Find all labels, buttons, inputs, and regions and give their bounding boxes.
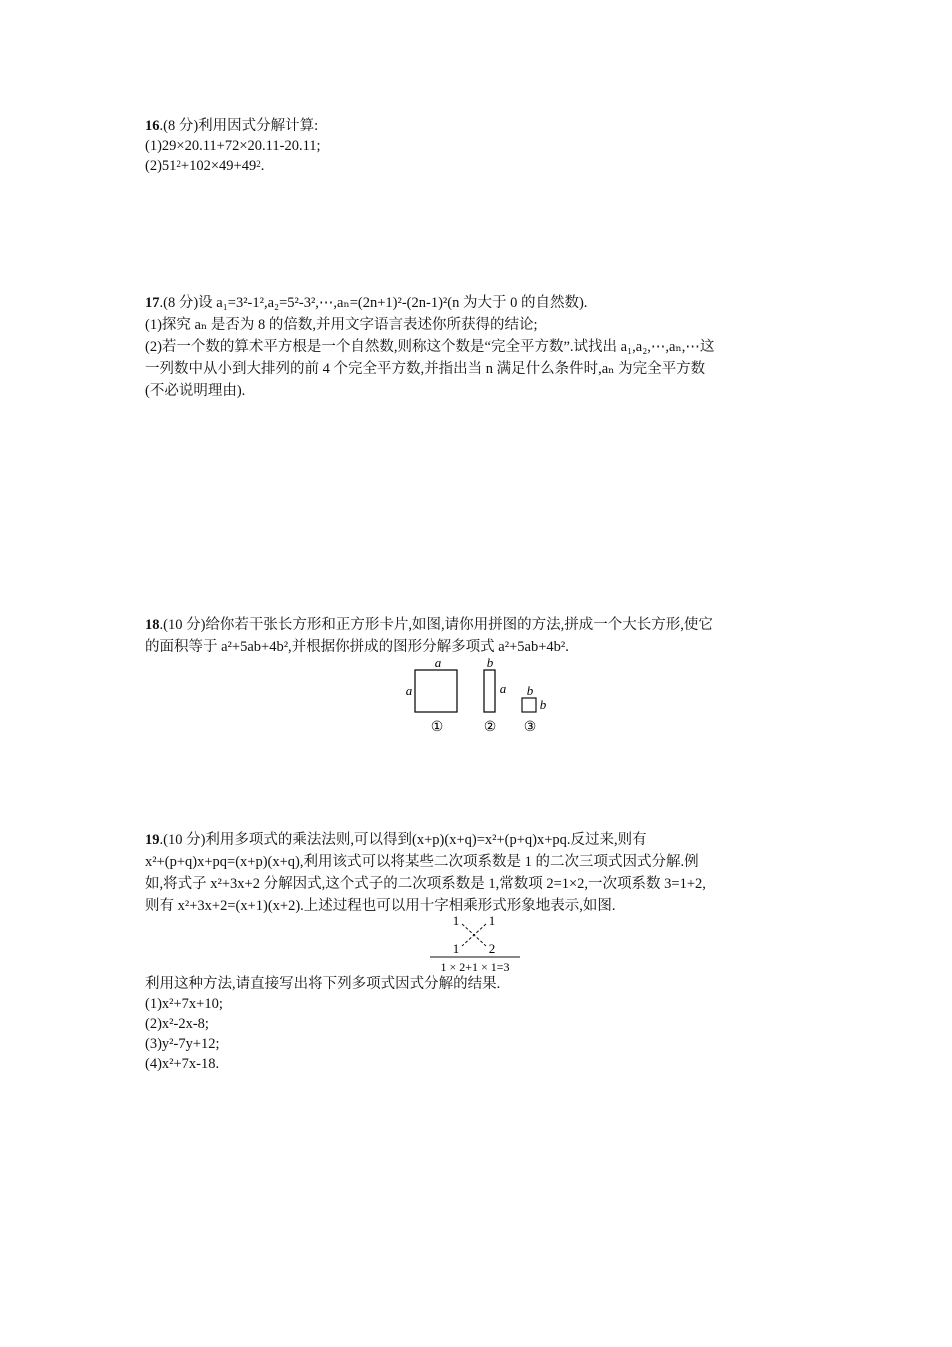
q19-item-2: (2)x²-2x-8; xyxy=(145,1016,209,1032)
q17-number: 17 xyxy=(145,295,160,311)
card-rectangle-ab xyxy=(484,670,495,712)
q16-header: .(8 分)利用因式分解计算: xyxy=(159,118,319,134)
q16-part1: (1)29×20.11+72×20.11-20.11; xyxy=(145,138,321,154)
label-b-small-top: b xyxy=(526,683,534,698)
cross-bottom-right: 2 xyxy=(488,941,496,956)
q19-item-1: (1)x²+7x+10; xyxy=(145,996,223,1012)
q19-line1 xyxy=(145,830,647,850)
cross-top-right: 1 xyxy=(488,913,496,928)
q19-line5: 利用这种方法,请直接写出将下列多项式因式分解的结果. xyxy=(145,976,501,992)
card-square-b xyxy=(522,698,536,712)
label-a-left: a xyxy=(405,683,413,698)
q18-line2: 的面积等于 a²+5ab+4b²,并根据你拼成的图形分解多项式 a²+5ab+4b². xyxy=(145,639,569,655)
circle-label-2: ② xyxy=(483,720,497,735)
q18-cards-figure xyxy=(400,655,560,735)
label-b-small-right: b xyxy=(539,697,547,712)
q19-item-3: (3)y²-7y+12; xyxy=(145,1036,220,1052)
q17-line5: (不必说明理由). xyxy=(145,383,246,399)
q19-line3: 如,将式子 x²+3x+2 分解因式,这个式子的二次项系数是 1,常数项 2=1×2,一次项系数 3=1+2, xyxy=(145,876,706,892)
q19-number: 19 xyxy=(145,832,160,848)
label-a-top: a xyxy=(434,655,442,670)
q17-line1 xyxy=(145,293,587,313)
q18-stem: .(10 分)给你若干张长方形和正方形卡片,如图,请你用拼图的方法,拼成一个大长方形,使它 xyxy=(159,617,713,633)
cross-result: 1 × 2+1 × 1=3 xyxy=(440,960,510,974)
q19-item-4: (4)x²+7x-18. xyxy=(145,1056,220,1072)
q16-part2: $(2)51^2+102\times 49+49^2$. xyxy=(145,158,265,174)
q18-line1 xyxy=(145,615,713,635)
cross-top-left: 1 xyxy=(452,913,460,928)
q17-line2: (1)探究 aₙ 是否为 8 的倍数,并用文字语言表述你所获得的结论; xyxy=(145,317,538,333)
q16-number: 16 xyxy=(145,118,160,134)
q19-cross-multiply-figure xyxy=(428,912,528,976)
card-square-a xyxy=(415,670,457,712)
q17-line4: 一列数中从小到大排列的前 4 个完全平方数,并指出当 n 满足什么条件时,aₙ 为完全平方数 xyxy=(145,361,706,377)
label-a-right: a xyxy=(499,681,507,696)
q17-stem: .(8 分)设 a₁=3²-1²,a₂=5²-3²,⋯,aₙ=(2n+1)²-(2n-1)²(n 为大于 0 的自然数). xyxy=(159,295,588,311)
q19-line4: 则有 x²+3x+2=(x+1)(x+2).上述过程也可以用十字相乘形式形象地表示,如图. xyxy=(145,898,616,914)
q16-header-line xyxy=(145,116,318,136)
q18-number: 18 xyxy=(145,617,160,633)
q19-line2: x²+(p+q)x+pq=(x+p)(x+q),利用该式可以将某些二次项系数是 1 的二次三项式因式分解.例 xyxy=(145,854,699,870)
circle-label-3: ③ xyxy=(523,720,537,735)
q19-stem: .(10 分)利用多项式的乘法法则,可以得到(x+p)(x+q)=x²+(p+q)x+pq.反过来,则有 xyxy=(159,832,647,848)
label-b-top: b xyxy=(486,655,494,670)
cross-bottom-left: 1 xyxy=(452,941,460,956)
circle-label-1: ① xyxy=(430,720,444,735)
q17-line3: (2)若一个数的算术平方根是一个自然数,则称这个数是“完全平方数”.试找出 a₁,a₂,⋯,aₙ,⋯这 xyxy=(145,339,715,355)
